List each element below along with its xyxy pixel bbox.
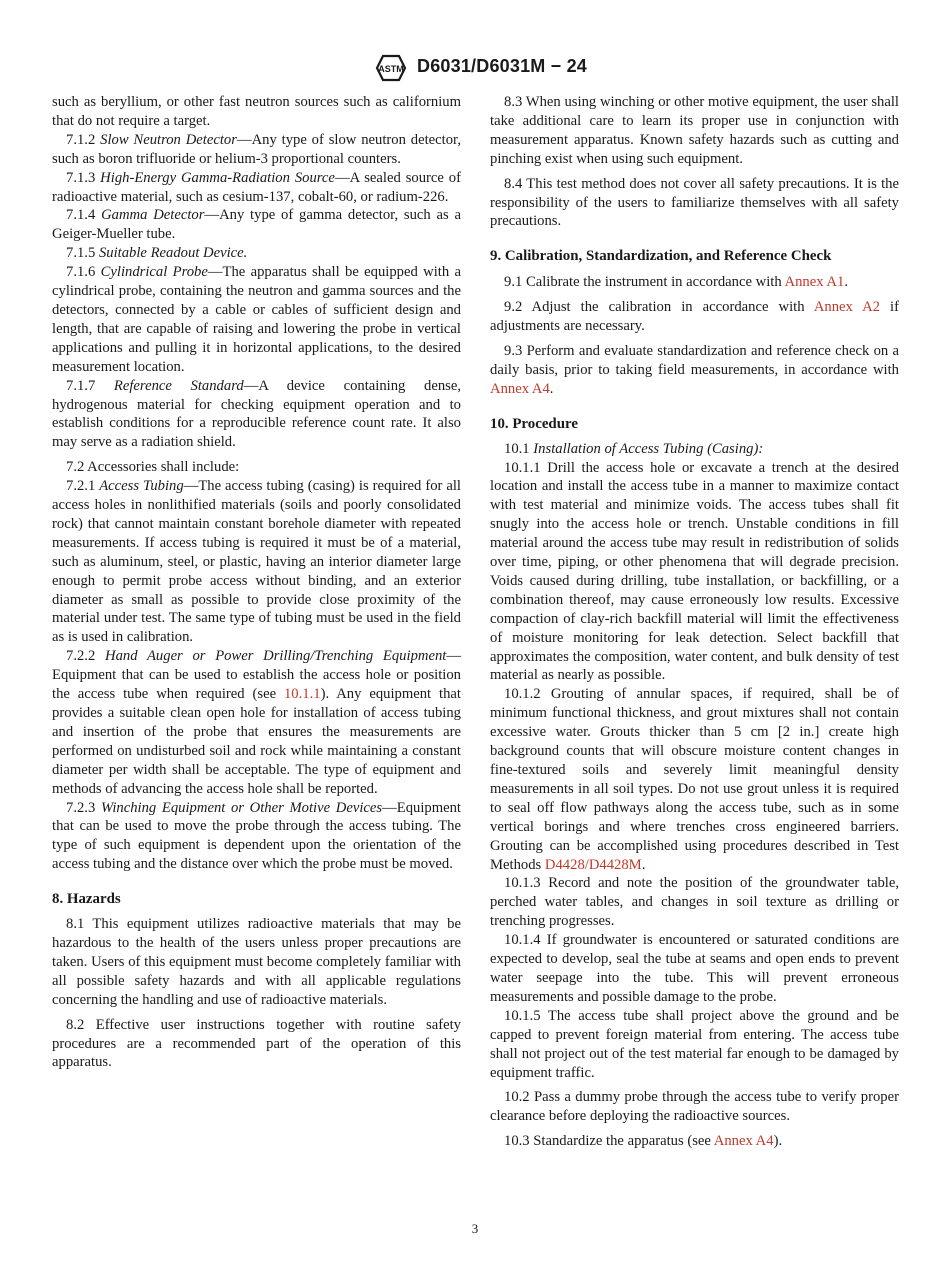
paragraph-7-1-4: 7.1.4 Gamma Detector—Any type of gamma detector, such as a Geiger-Mueller tube.: [52, 207, 461, 243]
section-8-heading: 8. Hazards: [52, 891, 121, 908]
section-9-heading: 9. Calibration, Standardization, and Reference Check: [490, 248, 832, 265]
paragraph-7-1-5: 7.1.5 Suitable Readout Device.: [66, 245, 248, 262]
left-column: [52, 93, 461, 1072]
paragraph-7-1-3: 7.1.3 High-Energy Gamma-Radiation Source—A sealed source of radioactive material, such as cesium-137, cobalt-60, or radium-226.: [52, 169, 461, 205]
paragraph-8-2: 8.2 Effective user instructions together with routine safety procedures are a recommended part of the operation of this apparatus.: [52, 1016, 461, 1071]
paragraph-10-1: 10.1 Installation of Access Tubing (Casing):: [504, 440, 764, 457]
paragraph-7-1-7: 7.1.7 Reference Standard—A device containing dense, hydrogenous material for checking equipment operation and to establish conditions for a reproducible reference count rate. It also may serve as a radiation shield.: [52, 377, 461, 451]
astm-logo-icon: [373, 52, 409, 84]
paragraph-10-1-1: 10.1.1 Drill the access hole or excavate a trench at the desired location and install the access tube in a manner to maximize contact with test material and minimize voids. The access tubes shall fit snugly into the access hole or trench. Unstable conditions in fill material around the access tube may result in redistribution of solids over time, piping, or other phenomena that will degrade precision. Voids caused during drilling, tube installation, or backfilling, or a combination thereof, may cause erroneously low results. Excessive compaction of clay-rich backfill material will limit the effectiveness of moisture monitoring for leak detection. Select backfill that approximates the composition, water content, and bulk density of test material as nearly as possible.: [490, 459, 899, 684]
document-designation: D6031/D6031M − 24: [417, 56, 588, 76]
paragraph-7-2-3: 7.2.3 Winching Equipment or Other Motive Devices—Equipment that can be used to move the probe through the access tubing. The type of such equipment is dependent upon the orientation of the access tubing and the distance over which the probe must be moved.: [52, 799, 461, 873]
paragraph-10-3: 10.3 Standardize the apparatus (see Annex A4).: [504, 1133, 783, 1150]
section-10-heading: 10. Procedure: [490, 415, 578, 432]
paragraph-8-4: 8.4 This test method does not cover all safety precautions. It is the responsibility of the users to familiarize themselves with all safety precautions.: [490, 175, 899, 230]
link-annex-a4-2[interactable]: Annex A4: [713, 1133, 774, 1150]
paragraph-10-1-3: 10.1.3 Record and note the position of the groundwater table, perched water tables, and changes in soil texture as drilling or trenching progresses.: [490, 875, 899, 930]
paragraph-10-2: 10.2 Pass a dummy probe through the access tube to verify proper clearance before deploying the radioactive sources.: [490, 1089, 899, 1125]
right-column: [490, 93, 899, 1151]
paragraph-10-1-2: 10.1.2 Grouting of annular spaces, if required, shall be of minimum functional thickness, and grout mixtures shall not contain excessive water. Grouts thicker than 5 cm [2 in.] create high background counts that will obscure moisture content changes in fine-textured soils and severely limit meaningful density measurements in all soil types. Do not use grout unless it is required to seal off flow pathways along the access tube, such as in some vertical borings and where trenches cross engineered barriers. Grouting can be accomplished using procedures described in Test Methods D4428/D4428M.: [490, 686, 899, 873]
paragraph-7-2-1: 7.2.1 Access Tubing—The access tubing (casing) is required for all access holes in nonlithified materials (soils and poorly consolidated rock) that cannot maintain constant borehole diameter with repeated measurements. If access tubing is required it must be of a material, such as aluminum, steel, or plastic, having an interior diameter large enough to permit probe access without binding, and an exterior diameter as small as possible to provide close proximity of the material under test. The same type of tubing must be used in the field as is used in calibration.: [52, 478, 461, 646]
link-annex-a2[interactable]: Annex A2: [813, 299, 880, 316]
paragraph-9-3: 9.3 Perform and evaluate standardization and reference check on a daily basis, prior to taking field measurements, in accordance with Annex A4.: [490, 342, 899, 397]
paragraph-9-2: 9.2 Adjust the calibration in accordance with Annex A2 if adjustments are necessary.: [490, 299, 899, 335]
link-annex-a4[interactable]: Annex A4: [490, 380, 550, 397]
link-d4428[interactable]: D4428/D4428M: [544, 856, 642, 873]
paragraph-10-1-5: 10.1.5 The access tube shall project above the ground and be capped to prevent foreign material from entering. The access tube shall not project out of the test material far enough to be damaged by equipment traffic.: [490, 1007, 899, 1081]
paragraph-10-1-4: 10.1.4 If groundwater is encountered or saturated conditions are expected to develop, seal the tube at seams and open ends to prevent water seepage into the tube. This will prevent erroneous measurements and possible damage to the probe.: [490, 932, 899, 1005]
paragraph-8-3: 8.3 When using winching or other motive equipment, the user shall take additional care to learn its proper use in conjunction with measurement apparatus. Known safety hazards such as cutting and pinching exist when using such equipment.: [490, 94, 899, 167]
paragraph-7-1-6: 7.1.6 Cylindrical Probe—The apparatus shall be equipped with a cylindrical probe, containing the neutron and gamma sources and the detectors, connected by a cable or cables of sufficient design and length, that are capable of raising and lowering the probe in vertical applications and pulling it in horizontal applications, to the desired measurement location.: [52, 264, 461, 375]
link-annex-a1[interactable]: Annex A1: [784, 274, 845, 291]
page-header: [0, 52, 950, 86]
paragraph-8-1: 8.1 This equipment utilizes radioactive materials that may be hazardous to the health of the users unless proper precautions are taken. Users of this equipment must become completely familiar with all possible safety hazards and with all applicable regulations concerning the handling and use of radioactive materials.: [52, 916, 461, 1008]
svg-text:ASTM: ASTM: [378, 64, 404, 74]
paragraph-7-1-2: 7.1.2 Slow Neutron Detector—Any type of slow neutron detector, such as boron trifluoride or helium-3 proportional counters.: [52, 131, 461, 167]
page-number: 3: [471, 1221, 479, 1236]
paragraph-continuation: such as beryllium, or other fast neutron sources such as californium that do not require a target.: [52, 94, 461, 129]
paragraph-7-2: 7.2 Accessories shall include:: [66, 459, 240, 476]
link-10-1-1[interactable]: 10.1.1: [283, 686, 321, 703]
paragraph-9-1: 9.1 Calibrate the instrument in accordance with Annex A1.: [504, 274, 848, 291]
paragraph-7-2-2: 7.2.2 Hand Auger or Power Drilling/Trenching Equipment—Equipment that can be used to establish the access hole or position the access tube when required (see 10.1.1). Any equipment that provides a suitable clean open hole for installation of access tubing and insertion of the probe that ensures the measurements are performed on undisturbed soil and rock while maintaining a constant diameter per width shall be acceptable. The type of equipment and methods of advancing the access hole shall be reported.: [52, 648, 461, 797]
